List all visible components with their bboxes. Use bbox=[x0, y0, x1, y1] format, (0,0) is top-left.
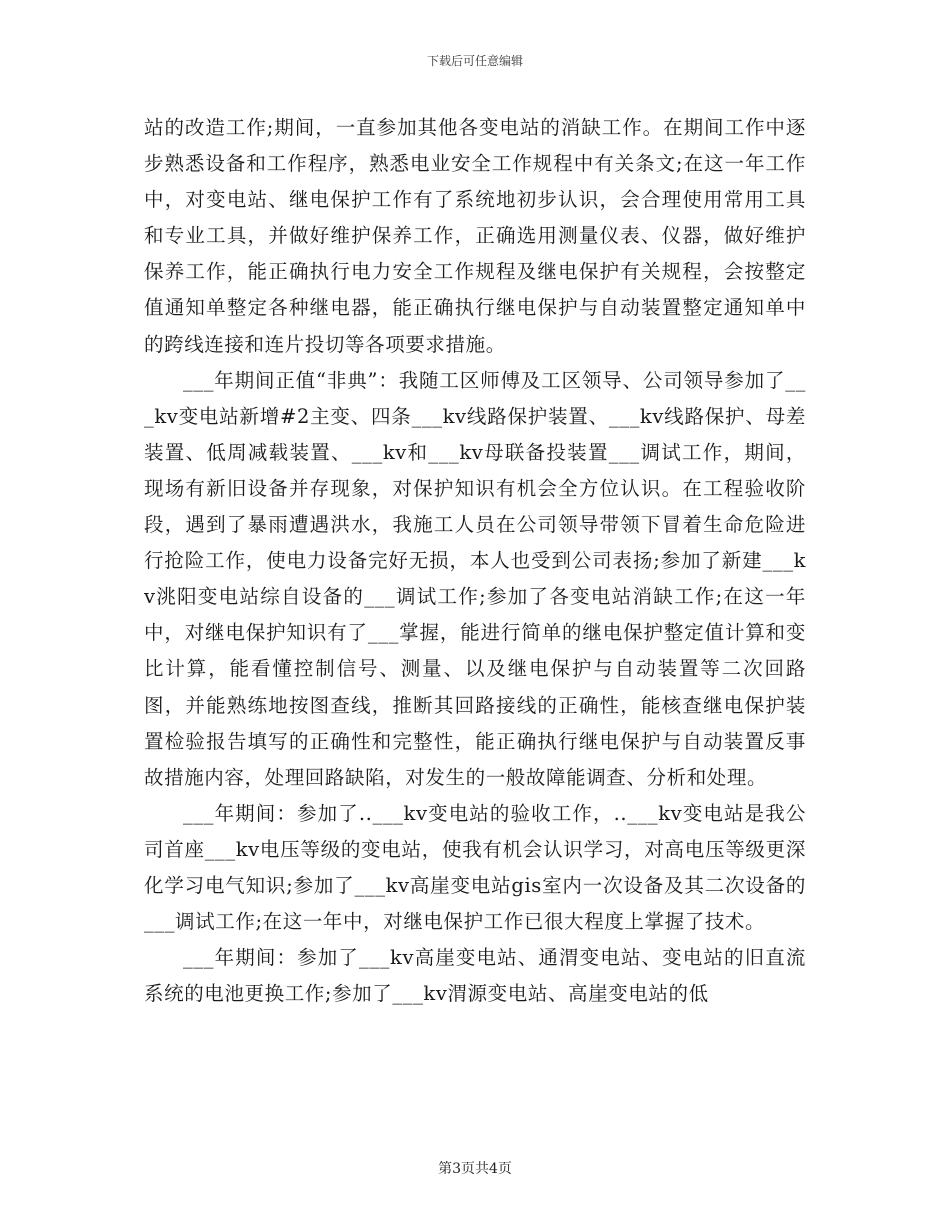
document-body bbox=[144, 110, 806, 1012]
paragraph-2: ___年期间正值“非典”：我随工区师傅及工区领导、公司领导参加了___kv变电站新增#2主变、四条___kv线路保护装置、___kv线路保护、母差装置、低周减载装置、___kv和___kv母联备投装置___调试工作，期间，现场有新旧设备并存现象，对保护知识有机会全方位认识。在工程验收阶段，遇到了暴雨遭遇洪水，我施工人员在公司领导带领下冒着生命危险进行抢险工作，使电力设备完好无损，本人也受到公司表扬;参加了新建___kv洮阳变电站综自设备的___调试工作;参加了各变电站消缺工作;在这一年中，对继电保护知识有了___掌握，能进行简单的继电保护整定值计算和变比计算，能看懂控制信号、测量、以及继电保护与自动装置等二次回路图，并能熟练地按图查线，推断其回路接线的正确性，能核查继电保护装置检验报告填写的正确性和完整性，能正确执行继电保护与自动装置反事故措施内容，处理回路缺陷，对发生的一般故障能调查、分析和处理。 bbox=[144, 368, 806, 789]
page-header: 下载后可任意编辑 bbox=[426, 54, 523, 68]
paragraph-3: ___年期间：参加了..___kv变电站的验收工作，..___kv变电站是我公司首座___kv电压等级的变电站，使我有机会认识学习，对高电压等级更深化学习电气知识;参加了___kv高崖变电站gis室内一次设备及其二次设备的___调试工作;在这一年中，对继电保护工作已很大程度上掌握了技术。 bbox=[144, 801, 806, 934]
paragraph-1: 站的改造工作;期间，一直参加其他各变电站的消缺工作。在期间工作中逐步熟悉设备和工作程序，熟悉电业安全工作规程中有关条文;在这一年工作中，对变电站、继电保护工作有了系统地初步认识，会合理使用常用工具和专业工具，并做好维护保养工作，正确选用测量仪表、仪器，做好维护保养工作，能正确执行电力安全工作规程及继电保护有关规程，会按整定值通知单整定各种继电器，能正确执行继电保护与自动装置整定通知单中的跨线连接和连片投切等各项要求措施。 bbox=[144, 116, 806, 356]
page-number-footer: 第3页共4页 bbox=[438, 1161, 512, 1177]
paragraph-4: ___年期间：参加了___kv高崖变电站、通渭变电站、变电站的旧直流系统的电池更换工作;参加了___kv渭源变电站、高崖变电站的低 bbox=[144, 946, 806, 1006]
